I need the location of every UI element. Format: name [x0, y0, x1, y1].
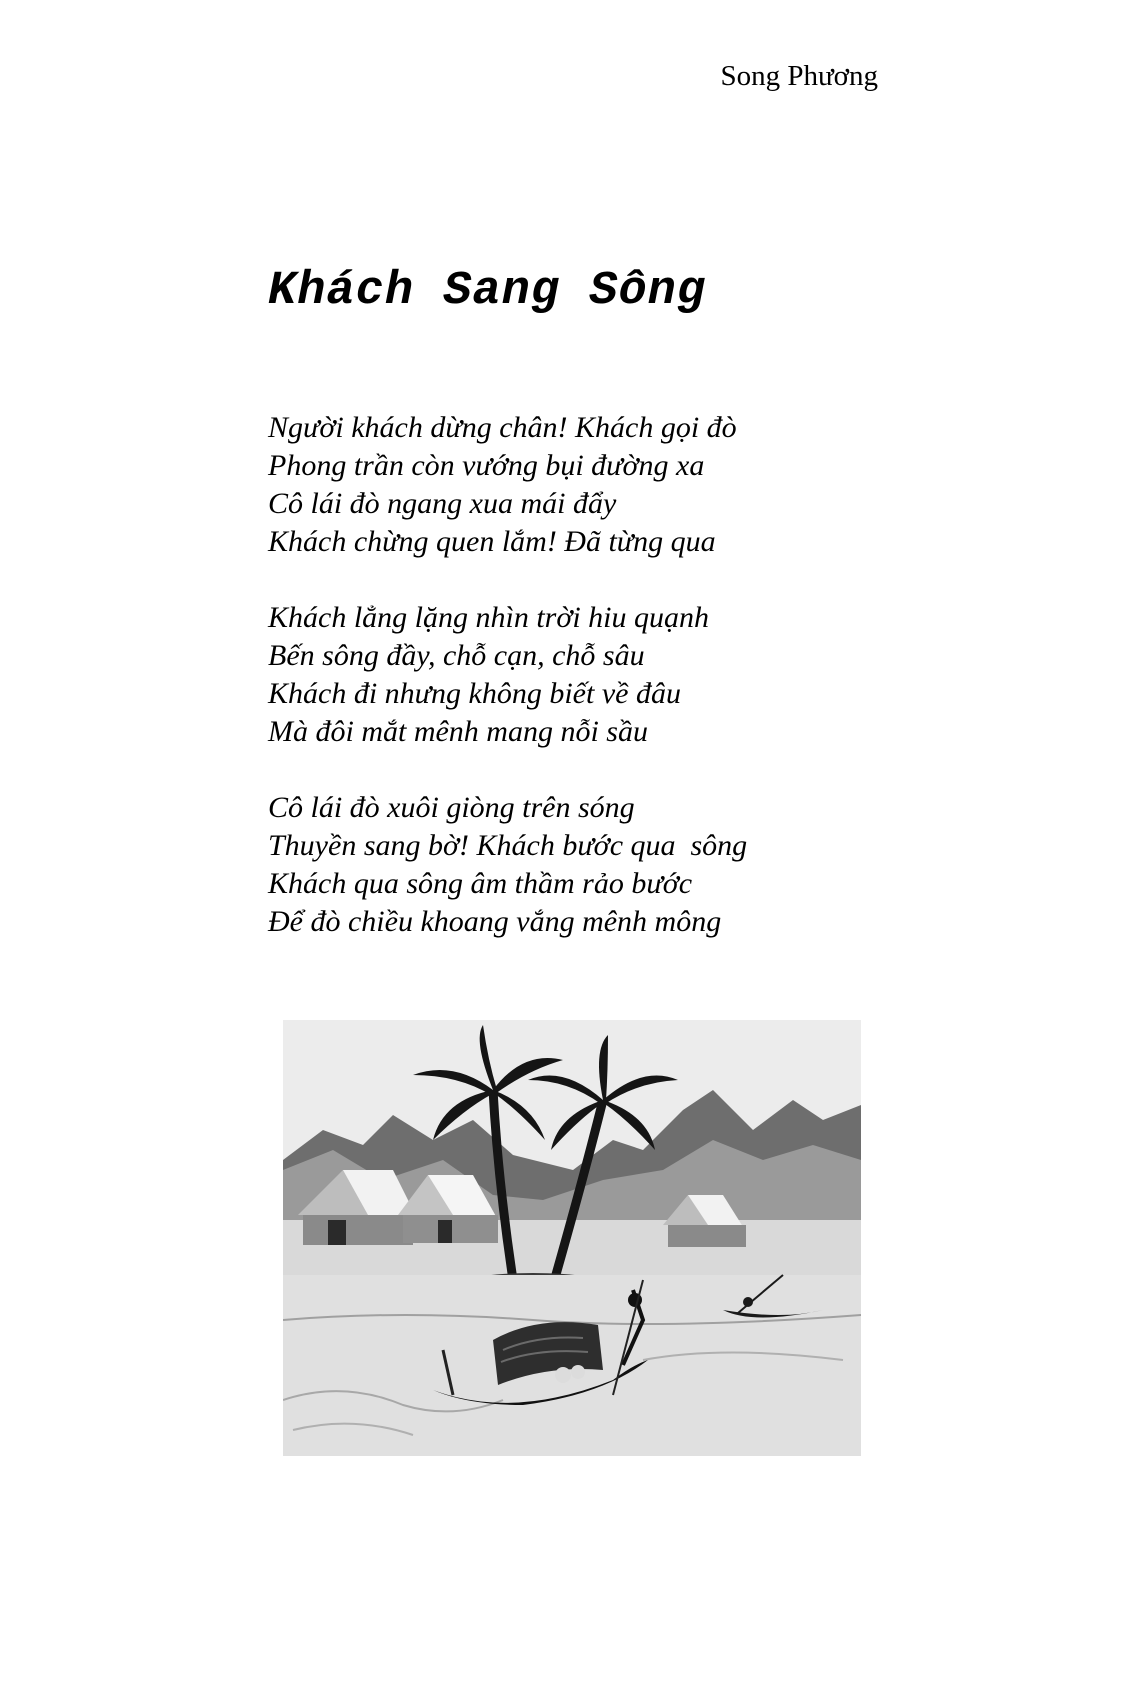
author-name: Song Phương: [720, 60, 878, 92]
poem-line: Thuyền sang bờ! Khách bước qua sông: [268, 829, 748, 862]
stanza-3: [268, 789, 888, 941]
poem-line: Khách lẳng lặng nhìn trời hiu quạnh: [268, 601, 710, 634]
illustration-svg: [283, 1020, 861, 1456]
poem-line: Khách đi nhưng không biết về đâu: [268, 677, 681, 710]
river-village-illustration: [283, 1020, 861, 1456]
poem-line: Để đò chiều khoang vắng mênh mông: [268, 905, 722, 938]
poem-body: [268, 409, 888, 979]
poem-title: Khách Sang Sông: [268, 265, 707, 318]
poem-line: Phong trần còn vướng bụi đường xa: [268, 449, 705, 482]
poem-line: Cô lái đò ngang xua mái đẩy: [268, 487, 617, 520]
stanza-2: [268, 599, 888, 751]
poem-line: Mà đôi mắt mênh mang nỗi sầu: [268, 715, 648, 748]
poem-line: Khách qua sông âm thầm rảo bước: [268, 867, 693, 900]
stanza-1: [268, 409, 888, 561]
poem-line: Cô lái đò xuôi giòng trên sóng: [268, 791, 635, 824]
poem-line: Người khách dừng chân! Khách gọi đò: [268, 411, 737, 444]
poem-line: Bến sông đầy, chỗ cạn, chỗ sâu: [268, 639, 645, 672]
poem-line: Khách chừng quen lắm! Đã từng qua: [268, 525, 716, 558]
